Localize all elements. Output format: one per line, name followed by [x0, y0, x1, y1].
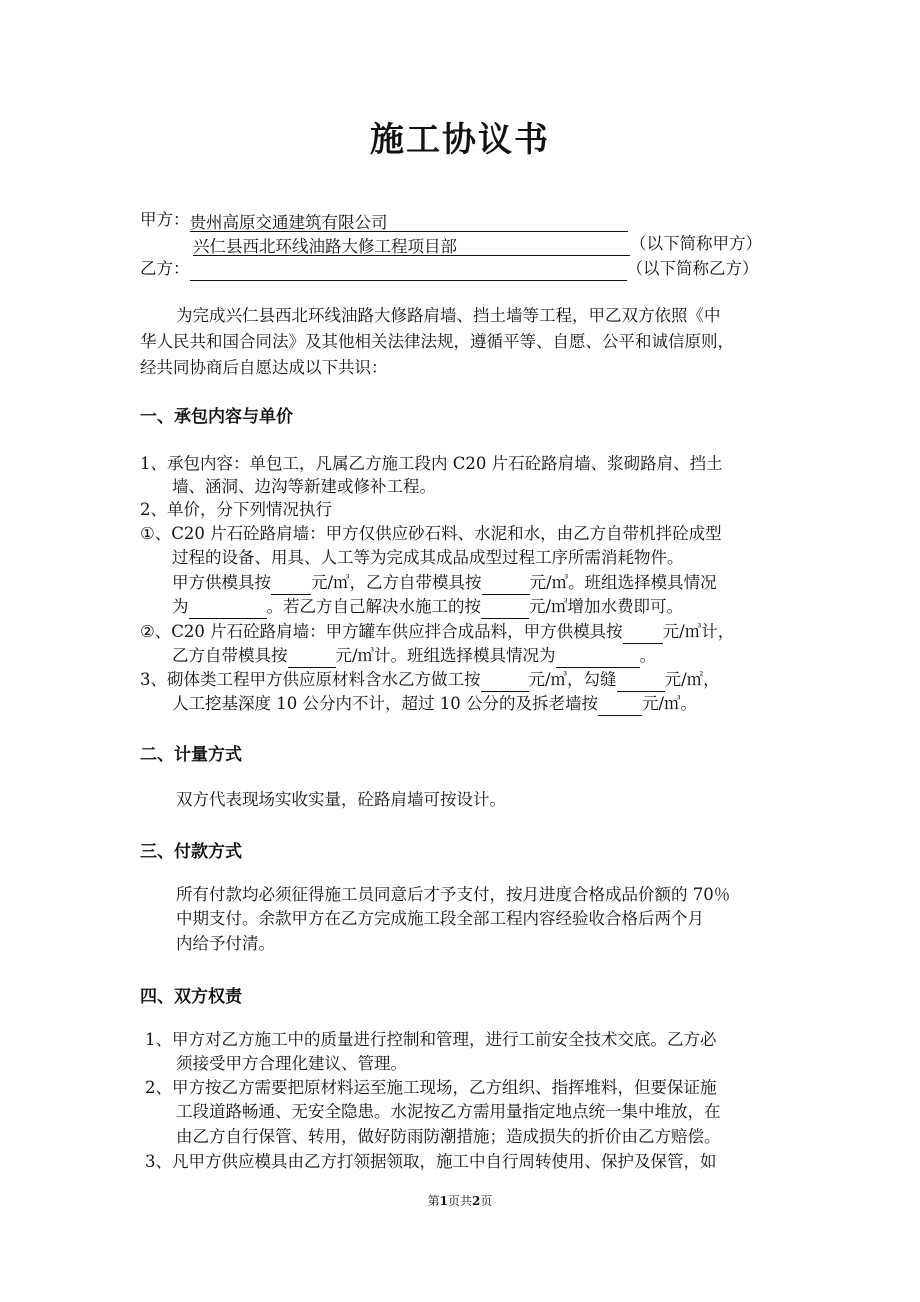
- footer-text: 页共: [447, 1194, 472, 1208]
- blank-field: [189, 598, 267, 619]
- page-title: 施工协议书: [370, 120, 550, 160]
- blank-field: [271, 574, 311, 595]
- text-fragment: 元/㎥增加水费即可。: [529, 597, 684, 616]
- party-a-line-2: [193, 232, 762, 256]
- text-fragment: ②、C20 片石砼路肩墙：甲方罐车供应拌合成品料，甲方供模具按: [140, 622, 623, 641]
- party-a-name-field-2: [193, 235, 630, 256]
- section-4-heading: 四、双方权责: [140, 987, 242, 1007]
- footer-total-pages: 2: [472, 1194, 481, 1208]
- page-footer: [0, 1192, 920, 1209]
- sec4-line-4: 工段道路畅通、无安全隐患。水泥按乙方需用量指定地点统一集中堆放，在: [176, 1102, 721, 1121]
- sec1-item-1b: 墙、涵洞、边沟等新建或修补工程。: [172, 477, 436, 496]
- text-fragment: 。若乙方自己解决水施工的按: [266, 597, 481, 616]
- text-fragment: 3、砌体类工程甲方供应原材料含水乙方做工按: [140, 670, 481, 689]
- party-a-suffix: （以下简称甲方）: [630, 234, 762, 253]
- party-b-name-field: [190, 260, 627, 281]
- text-fragment: 。: [639, 646, 657, 665]
- section-2-heading: 二、计量方式: [140, 745, 242, 765]
- sec4-line-3: 2、甲方按乙方需要把原材料运至施工现场，乙方组织、指挥堆料，但要保证施: [145, 1078, 717, 1097]
- text-fragment: 人工挖基深度 10 公分内不计，超过 10 公分的及拆老墙按: [172, 694, 598, 713]
- sec1-item-2: 2、单价，分下列情况执行: [140, 500, 332, 519]
- text-fragment: 元/㎥。: [641, 694, 698, 713]
- sec4-line-5: 由乙方自行保管、转用，做好防雨防潮措施；造成损失的折价由乙方赔偿。: [176, 1127, 721, 1146]
- text-fragment: 元/㎥计。班组选择模具情况为: [335, 646, 556, 665]
- footer-text: 第: [427, 1194, 440, 1208]
- intro-line-3: 经共同协商后自愿达成以下共识：: [140, 358, 388, 377]
- sec1-case-1c: [172, 571, 717, 595]
- text-fragment: 乙方自带模具按: [172, 646, 288, 665]
- sec1-case-2a: [140, 620, 734, 644]
- blank-field: [288, 647, 336, 668]
- sec1-item-3b: [172, 692, 697, 716]
- sec1-item-3a: [140, 668, 720, 692]
- blank-field: [556, 647, 640, 668]
- blank-field: [481, 671, 529, 692]
- text-fragment: 元/㎥计，: [662, 622, 735, 641]
- text-fragment: 元/㎥。班组选择模具情况: [529, 573, 717, 592]
- section-3-heading: 三、付款方式: [140, 842, 242, 862]
- sec2-body: 双方代表现场实收实量，砼路肩墙可按设计。: [176, 790, 506, 809]
- blank-field: [481, 598, 529, 619]
- party-a-label: 甲方：: [140, 210, 190, 229]
- sec4-line-1: 1、甲方对乙方施工中的质量进行控制和管理，进行工前安全技术交底。乙方必: [145, 1030, 717, 1049]
- text-fragment: 甲方供模具按: [172, 573, 271, 592]
- party-a-name-2: 兴仁县西北环线油路大修工程项目部: [193, 237, 457, 256]
- sec1-case-1b: 过程的设备、用具、人工等为完成其成品成型过程工序所需消耗物件。: [172, 548, 684, 567]
- party-a-line-1: [140, 208, 628, 232]
- sec1-case-1a: ①、C20 片石砼路肩墙：甲方仅供应砂石料、水泥和水，由乙方自带机拌砼成型: [140, 524, 722, 543]
- sec4-line-6: 3、凡甲方供应模具由乙方打领据领取，施工中自行周转使用、保护及保管，如: [145, 1152, 717, 1171]
- party-a-name-1: 贵州高原交通建筑有限公司: [189, 213, 388, 232]
- sec3-line-2: 中期支付。余款甲方在乙方完成施工段全部工程内容经验收合格后两个月: [176, 909, 704, 928]
- sec4-line-2: 须接受甲方合理化建议、管理。: [176, 1054, 407, 1073]
- text-fragment: 元/㎡，: [664, 670, 720, 689]
- intro-line-1: 为完成兴仁县西北环线油路大修路肩墙、挡土墙等工程，甲乙双方依照《中: [176, 306, 721, 325]
- text-fragment: 元/㎥，勾缝: [528, 670, 617, 689]
- sec1-item-1a: 1、承包内容：单包工，凡属乙方施工段内 C20 片石砼路肩墙、浆砌路肩、挡土: [140, 454, 723, 473]
- party-b-label: 乙方：: [140, 259, 190, 278]
- party-a-name-field: [190, 211, 628, 232]
- sec1-case-1d: [172, 595, 683, 619]
- blank-field: [623, 623, 663, 644]
- footer-page-number: 1: [439, 1194, 448, 1208]
- sec1-case-2b: [172, 644, 656, 668]
- text-fragment: 元/㎥，乙方自带模具按: [311, 573, 482, 592]
- party-b-suffix: （以下简称乙方）: [626, 259, 759, 278]
- intro-line-2: 华人民共和国合同法》及其他相关法律法规，遵循平等、自愿、公平和诚信原则，: [140, 332, 734, 351]
- sec3-line-3: 内给予付清。: [176, 934, 275, 953]
- section-1-heading: 一、承包内容与单价: [140, 407, 293, 427]
- footer-text: 页: [480, 1194, 493, 1208]
- blank-field: [482, 574, 530, 595]
- sec3-line-1: 所有付款均必须征得施工员同意后才予支付，按月进度合格成品价额的 70％: [176, 885, 731, 904]
- blank-field: [598, 695, 642, 716]
- text-fragment: 为: [172, 597, 189, 616]
- party-b-line: [140, 257, 759, 281]
- blank-field: [617, 671, 665, 692]
